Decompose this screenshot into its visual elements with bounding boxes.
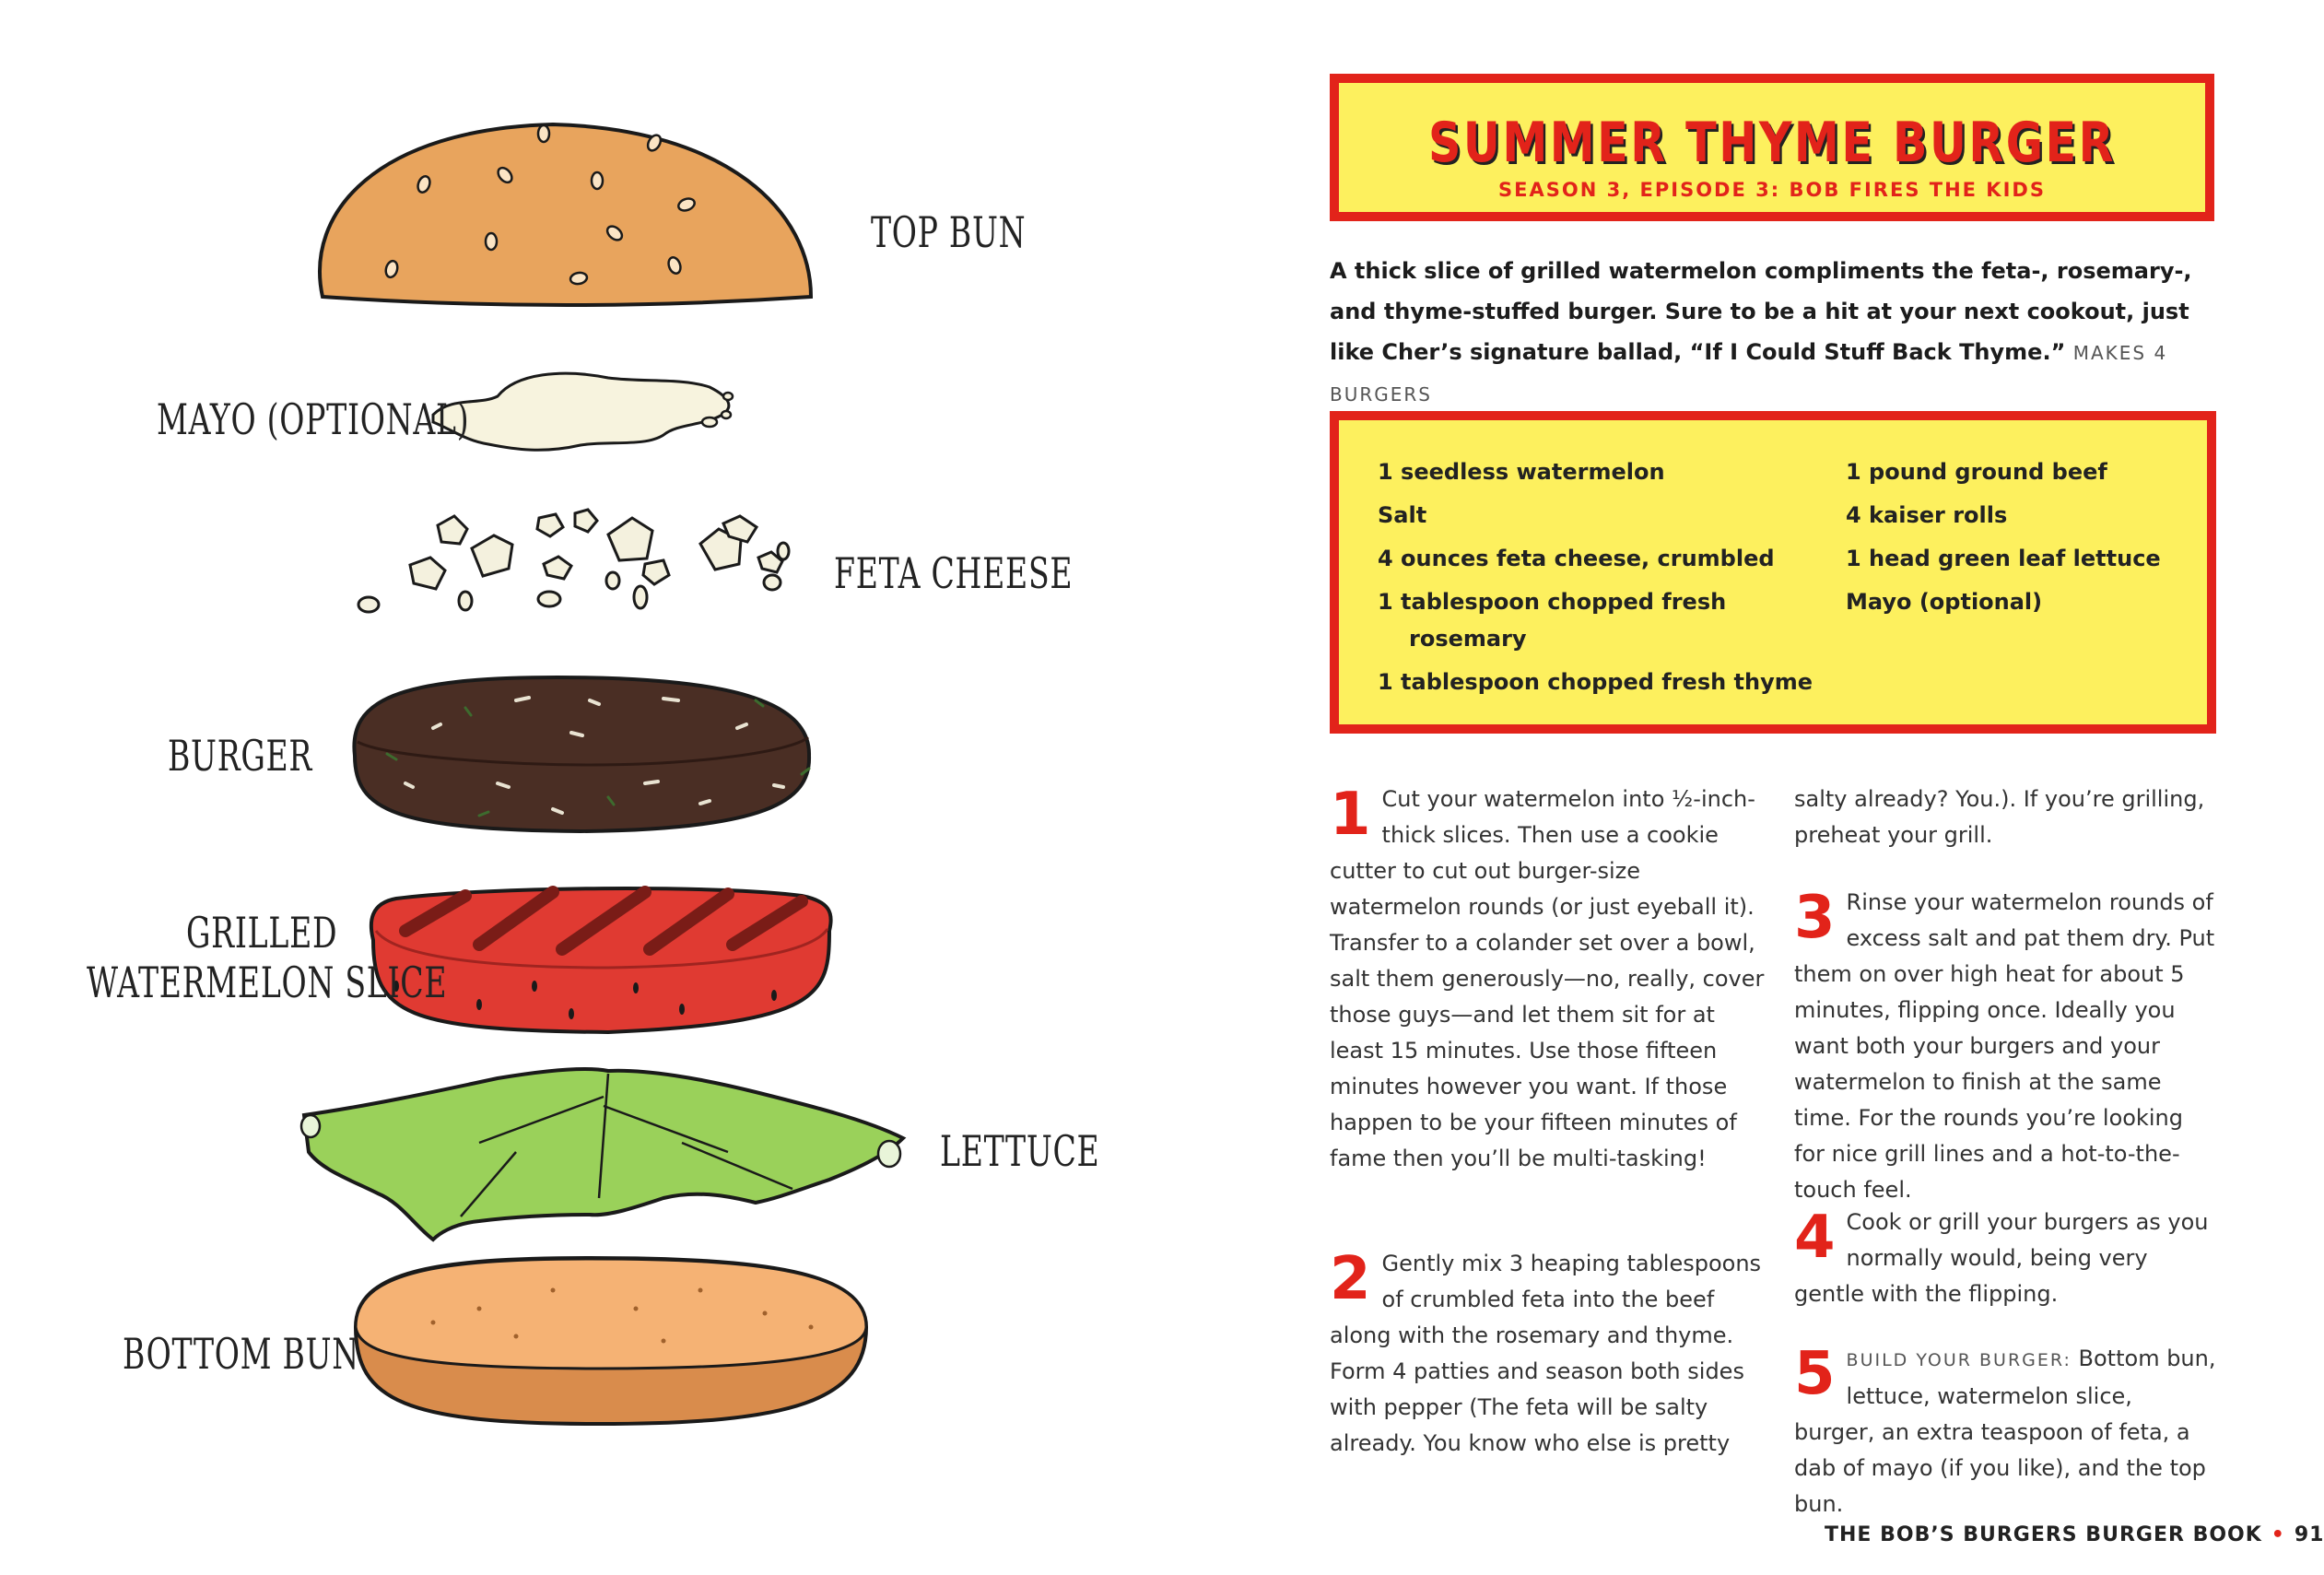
watermelon-label-line-2: WATERMELON SLICE <box>87 958 448 1007</box>
ingredients-column-left <box>1378 453 1820 707</box>
burger-label: BURGER <box>168 731 313 781</box>
ingredient-item: 1 tablespoon chopped fresh thyme <box>1378 669 1813 695</box>
page-footer <box>1825 1523 2324 1546</box>
ingredient-item: 1 head green leaf lettuce <box>1846 546 2161 571</box>
step-2-continued <box>1794 782 2216 853</box>
step-5 <box>1794 1341 2216 1522</box>
feta-drawing <box>358 510 789 612</box>
burger-patty-drawing <box>354 677 809 831</box>
step-number: 5 <box>1794 1340 1836 1408</box>
step-number: 3 <box>1794 884 1836 952</box>
step-3 <box>1794 885 2216 1208</box>
watermelon-label <box>87 908 447 1007</box>
yield-text: MAKES 4 BURGERS <box>1330 342 2168 406</box>
step-text: salty already? You.). If you’re grilling, preheat your grill. <box>1794 786 2205 848</box>
step-lead: BUILD YOUR BURGER: <box>1846 1350 2072 1370</box>
bottom-bun-drawing <box>356 1258 866 1424</box>
step-2 <box>1330 1246 1767 1462</box>
step-text: Gently mix 3 heaping tablespoons of crumbled feta into the beef along with the rosemary and thyme. Form 4 patties and season both sides with pepper (The feta will be salty already. You know who else is pretty <box>1330 1251 1762 1456</box>
step-number: 1 <box>1330 781 1371 849</box>
step-text: Bottom bun, lettuce, watermelon slice, burger, an extra teaspoon of feta, a dab of mayo (if you like), and the top bun. <box>1794 1346 2216 1517</box>
step-text: Rinse your watermelon rounds of excess salt and pat them dry. Put them on over high heat for about 5 minutes, flipping once. Ideally you want both your burgers and your watermelon to finish at the same time. For the rounds you’re looking for nice grill lines and a hot-to-the-touch feel. <box>1794 889 2215 1203</box>
recipe-title: SUMMER THYME BURGER <box>1428 111 2116 175</box>
mayo-drawing <box>433 373 733 450</box>
ingredient-item: Salt <box>1378 502 1427 528</box>
top-bun-drawing <box>320 124 811 305</box>
top-bun-label: TOP BUN <box>871 207 1027 257</box>
step-text: Cut your watermelon into ½-inch-thick slices. Then use a cookie cutter to cut out burger-size watermelon rounds (or just eyeball it). Transfer to a colander set over a bowl, salt them generously—no, really, cover those guys—and let them sit for at least 15 minutes. Use those fifteen minutes however you want. If those happen to be your fifteen minutes of fame then you’ll be multi-tasking! <box>1330 786 1765 1171</box>
recipe-title-box <box>1330 74 2214 221</box>
mayo-label: MAYO (OPTIONAL) <box>157 394 470 444</box>
lettuce-drawing <box>301 1069 903 1240</box>
step-number: 2 <box>1330 1245 1371 1313</box>
watermelon-label-line-1: GRILLED <box>186 908 338 958</box>
recipe-intro <box>1330 251 2216 415</box>
burger-illustration <box>0 0 1156 1571</box>
ingredient-item: 1 seedless watermelon <box>1378 459 1665 485</box>
step-text: Cook or grill your burgers as you normally would, being very gentle with the flipping. <box>1794 1209 2209 1307</box>
ingredient-item: 1 pound ground beef <box>1846 459 2107 485</box>
book-title: THE BOB’S BURGERS BURGER BOOK <box>1825 1523 2262 1546</box>
ingredient-item: 1 tablespoon chopped fresh rosemary <box>1378 589 1727 652</box>
ingredient-item: 4 kaiser rolls <box>1846 502 2008 528</box>
feta-cheese-label: FETA CHEESE <box>834 548 1074 598</box>
step-1 <box>1330 782 1767 1177</box>
bottom-bun-label: BOTTOM BUN <box>123 1329 359 1379</box>
intro-text: A thick slice of grilled watermelon compliments the feta-, rosemary-, and thyme-stuffed burger. Sure to be a hit at your next cookout, just like Cher’s signature ballad, “If I Could Stuff Back Thyme.” <box>1330 258 2192 365</box>
page-number: 91 <box>2294 1523 2324 1546</box>
footer-bullet: • <box>2271 1523 2285 1546</box>
ingredient-item: Mayo (optional) <box>1846 589 2043 615</box>
ingredient-item: 4 ounces feta cheese, crumbled <box>1378 546 1775 571</box>
lettuce-label: LETTUCE <box>940 1126 1100 1176</box>
recipe-subtitle: SEASON 3, EPISODE 3: BOB FIRES THE KIDS <box>1498 179 2046 201</box>
ingredients-column-right <box>1846 453 2196 627</box>
step-4 <box>1794 1205 2216 1312</box>
step-number: 4 <box>1794 1204 1836 1272</box>
ingredients-box <box>1330 411 2216 734</box>
